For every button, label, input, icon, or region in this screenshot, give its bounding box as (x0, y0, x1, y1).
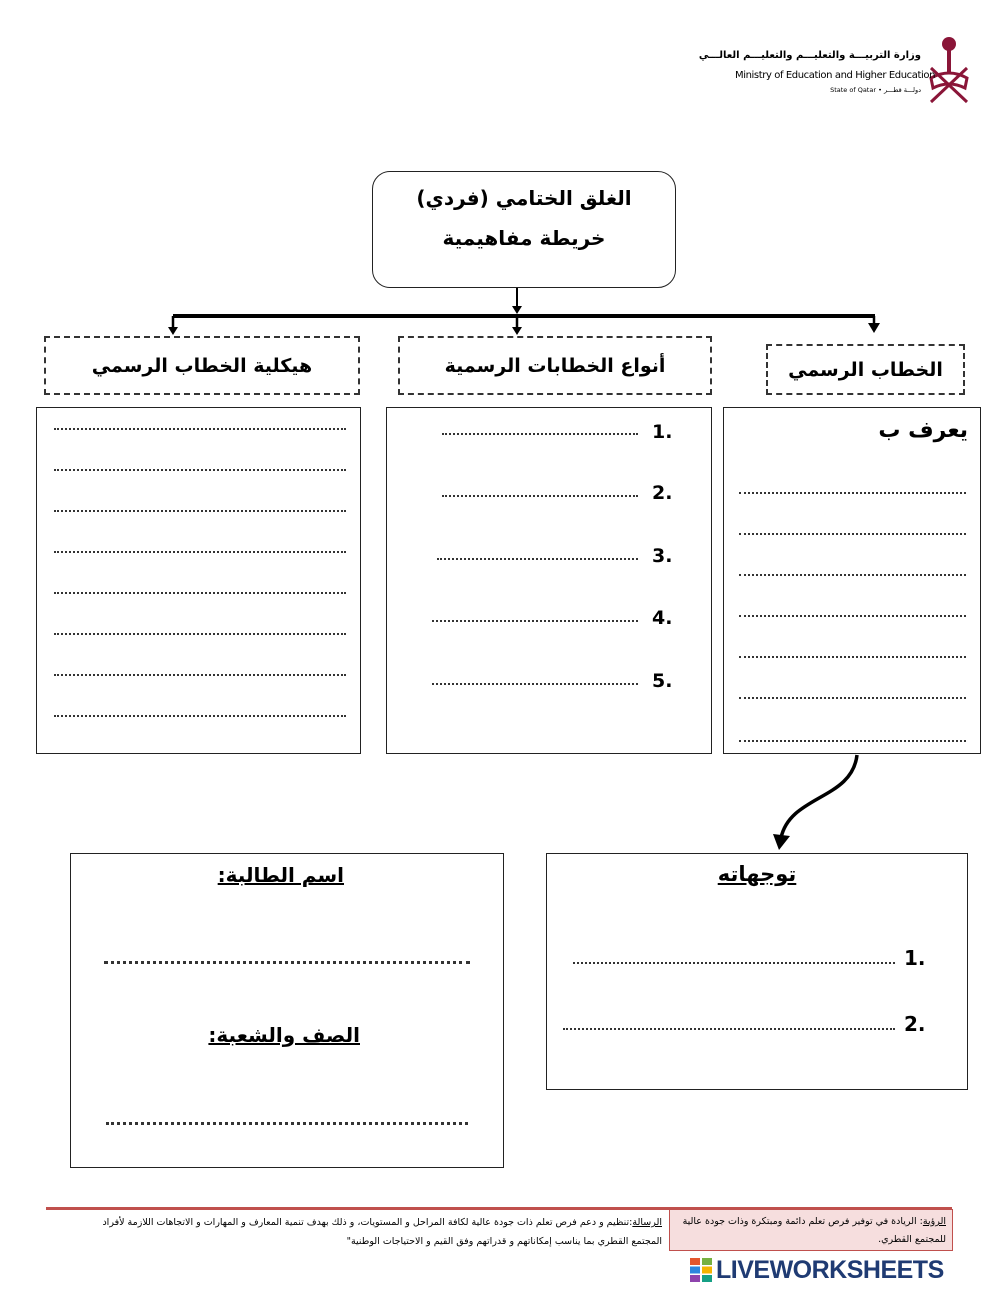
vision-text: : الريادة في توفير فرص تعلم دائمة ومبتكرة وذات جودة عالية للمجتمع القطري. (682, 1216, 946, 1245)
student-name-line[interactable] (104, 961, 470, 964)
structure-line-4[interactable] (54, 551, 346, 553)
type-line-5[interactable] (432, 683, 638, 685)
direction-number-2: 2. (904, 1012, 926, 1036)
direction-number-1: 1. (904, 946, 926, 970)
class-section-line[interactable] (106, 1122, 468, 1125)
definition-line-6[interactable] (739, 697, 966, 699)
ministry-name-en: Ministry of Education and Higher Education (735, 70, 936, 81)
defined-as-label: يعرف ب (878, 418, 968, 443)
student-name-label: اسم الطالبة: (217, 863, 344, 887)
category-types: أنواع الخطابات الرسمية (398, 336, 712, 395)
structure-line-6[interactable] (54, 633, 346, 635)
mission-text: :تنظيم و دعم فرص تعلم ذات جودة عالية لكافة المراحل و المستويات، و ذلك بهدف تنمية المعارف و المهارات و الاتجاهات اللازمة لأفراد المجتمع القطري بما يناسب إمكاناتهم و قدراتهم وفق القيم و الاحتياجات الوطنية" (102, 1217, 662, 1247)
class-section-label: الصف والشعبة: (208, 1023, 360, 1047)
structure-line-7[interactable] (54, 674, 346, 676)
definition-box (723, 407, 981, 754)
type-number-1: 1. (652, 421, 673, 443)
title-line-1: الغلق الختامي (فردي) (416, 186, 632, 210)
direction-line-2[interactable] (563, 1028, 895, 1030)
title-line-2: خريطة مفاهيمية (442, 226, 606, 250)
definition-line-1[interactable] (739, 492, 966, 494)
definition-line-5[interactable] (739, 656, 966, 658)
type-number-2: 2. (652, 482, 673, 504)
type-line-2[interactable] (442, 495, 638, 497)
structure-line-2[interactable] (54, 469, 346, 471)
ministry-name-ar: وزارة التربيـــة والتعليـــم والتعليـــم العالـــي (698, 50, 921, 61)
structure-line-3[interactable] (54, 510, 346, 512)
type-number-5: 5. (652, 670, 673, 692)
vision-label: الرؤية (922, 1216, 946, 1227)
type-line-1[interactable] (442, 433, 638, 435)
structure-box (36, 407, 361, 754)
category-official: الخطاب الرسمي (766, 344, 965, 395)
structure-line-8[interactable] (54, 715, 346, 717)
direction-line-1[interactable] (573, 962, 895, 964)
types-box (386, 407, 712, 754)
structure-line-1[interactable] (54, 428, 346, 430)
type-line-4[interactable] (432, 620, 638, 622)
liveworksheets-icon (690, 1258, 712, 1282)
definition-line-2[interactable] (739, 533, 966, 535)
definition-line-3[interactable] (739, 574, 966, 576)
structure-line-5[interactable] (54, 592, 346, 594)
liveworksheets-text: LIVEWORKSHEETS (716, 1256, 944, 1284)
type-number-3: 3. (652, 545, 673, 567)
mission-label: الرسالة (632, 1217, 662, 1228)
state-label: State of Qatar • دولـــة قطـــر (830, 86, 921, 94)
student-box (70, 853, 504, 1168)
footer-vision (669, 1209, 953, 1251)
definition-line-4[interactable] (739, 615, 966, 617)
directions-title: توجهاته (717, 862, 797, 886)
type-line-3[interactable] (437, 558, 638, 560)
liveworksheets-logo (690, 1256, 990, 1286)
directions-box (546, 853, 968, 1090)
category-structure: هيكلية الخطاب الرسمي (44, 336, 360, 395)
definition-line-7[interactable] (739, 740, 966, 742)
type-number-4: 4. (652, 607, 673, 629)
footer-mission (80, 1213, 662, 1251)
